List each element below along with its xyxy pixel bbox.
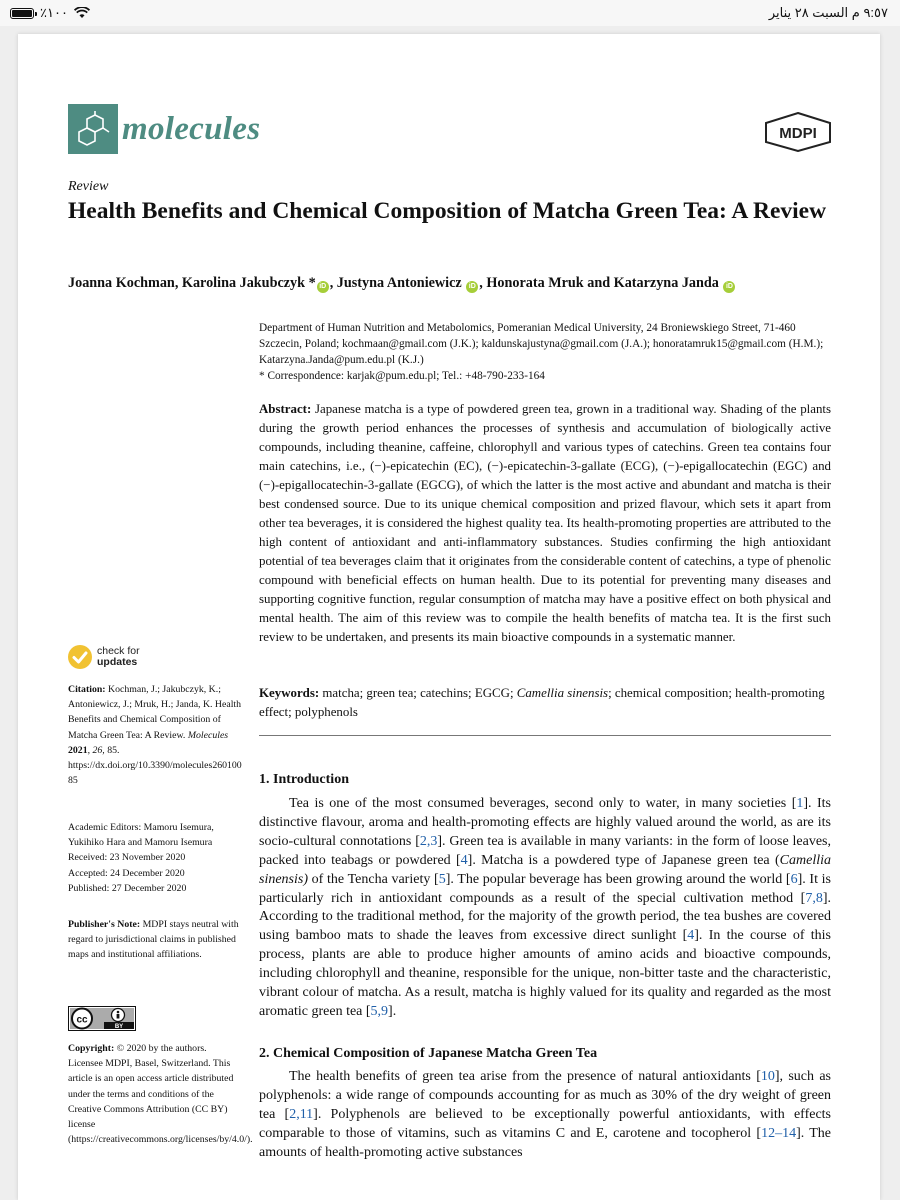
divider xyxy=(259,735,831,736)
citation-pages: 85. xyxy=(107,744,120,756)
mdpi-logo xyxy=(764,112,832,152)
abstract-label: Abstract: xyxy=(259,402,312,416)
intro-text: ]. xyxy=(388,1003,397,1019)
keywords-text-end: ; chemical composition; health-promoting effect; polyphenols xyxy=(259,686,825,719)
orcid-icon[interactable]: iD xyxy=(466,281,478,293)
intro-text: ]. Matcha is a powdered type of Japanese green tea ( xyxy=(467,852,780,868)
affiliation-text: Department of Human Nutrition and Metabolomics, Pomeranian Medical University, 24 Broniewskiego Street, 71-460 Szczecin, Poland; kochmaan@gmail.com (J.K.); kaldunskajustyna@gmail.com (J.A.); honoratamruk15@gmail.com (H.M.); Katarzyna.Janda@pum.edu.pl (K.J.) xyxy=(259,322,824,366)
abstract-text: Japanese matcha is a type of powdered green tea, grown in a traditional way. Shading of the plants during the growth period enhances the processes of synthesis and accumulation of biologically active compounds, including theanine, caffeine, chlorophyll and various types of catechins. Green tea contains four main catechins, i.e., (−)-epicatechin (EC), (−)-epicatechin-3-gallate (ECG), (−)-epigallocatechin (EGC) and (−)-epigallocatechin-3-gallate (EGCG), of which the latter is the most active and abundant and matcha is their best condensed source. Due to its unique chemical composition and prized flavour, which sets it apart from other tea beverages, it is considered the highest quality tea. Its health-promoting properties are attributed to the high content of antioxidant and anti-inflammatory substances. Studies confirming the high antioxidant potential of tea beverages claim that it originates from the considerable content of catechins, a type of phenolic compound with beneficial effects on human health. Due to its potential for preventing many diseases and supporting cognitive function, regular consumption of matcha may have a positive effect on both physical and mental health. The aim of this review was to compile the health benefits of matcha tea. It is the first such review to be undertaken, and presents its main bioactive compounds in a systematic manner. xyxy=(259,402,831,644)
check-for-updates-badge[interactable] xyxy=(68,645,140,669)
battery-percent: ٪١٠٠ xyxy=(40,5,68,20)
reference-link[interactable]: 12–14 xyxy=(761,1125,797,1141)
species-name: Camellia sinensis) xyxy=(259,852,831,887)
citation-label: Citation: xyxy=(68,684,106,695)
reference-link[interactable]: 7,8 xyxy=(805,890,823,906)
orcid-icon[interactable]: iD xyxy=(723,281,735,293)
cc-by-badge[interactable] xyxy=(68,1006,136,1031)
affiliation xyxy=(259,320,839,384)
author-list xyxy=(68,275,736,293)
chemical-composition-paragraph xyxy=(259,1068,831,1163)
checkmark-icon xyxy=(68,645,92,669)
copyright-label: Copyright: xyxy=(68,1043,115,1054)
publisher-note-text: MDPI stays neutral with regard to jurisdictional claims in published maps and institutional affiliations. xyxy=(68,919,239,961)
check-updates-line2: updates xyxy=(97,656,138,668)
intro-text: of the Tencha variety [ xyxy=(308,871,439,887)
chem-text: ]. Polyphenols are believed to be exceptionally powerful antioxidants, with effects comparable to those of vitamins, such as vitamins C and E, carotene and tocopherol [ xyxy=(259,1106,831,1141)
reference-link[interactable]: 5,9 xyxy=(370,1003,389,1019)
journal-name: molecules xyxy=(122,110,261,147)
reference-link[interactable]: 10 xyxy=(760,1069,775,1084)
publisher-note-label: Publisher's Note: xyxy=(68,919,141,930)
citation-volume: , 26, xyxy=(87,744,105,756)
intro-text: ]. It is particularly rich in antioxidant compounds as a result of the special cultivation method [ xyxy=(259,871,832,906)
intro-text: ]. The popular beverage has been growing around the world [ xyxy=(445,871,791,887)
author-names-4: , Honorata Mruk and Katarzyna Janda xyxy=(479,275,719,291)
abstract xyxy=(259,400,831,647)
reference-link[interactable]: 6 xyxy=(790,871,798,887)
keywords-species: Camellia sinensis xyxy=(516,686,609,700)
chem-text: ], such as polyphenols: a wide range of compounds accounting for as much as 30% of the dry weight of green tea [ xyxy=(259,1069,831,1122)
wifi-icon xyxy=(74,7,90,19)
intro-text: ]. Its distinctive flavour, aroma and health-promoting effects are highly valued around the world, as are its socio-cultural connotations [ xyxy=(259,796,831,849)
check-updates-line1: check for xyxy=(97,645,140,657)
accepted-date: Accepted: 24 December 2020 xyxy=(68,867,185,879)
reference-link[interactable]: 5 xyxy=(438,871,446,887)
copyright-notice xyxy=(68,1041,253,1147)
editorial-info xyxy=(68,820,243,896)
citation-journal: Molecules xyxy=(187,729,229,741)
keywords-text: matcha; green tea; catechins; EGCG; xyxy=(322,686,514,700)
status-left xyxy=(10,5,90,21)
publisher-note xyxy=(68,917,243,963)
reference-link[interactable]: 4 xyxy=(687,928,695,944)
published-date: Published: 27 December 2020 xyxy=(68,882,187,894)
copyright-text: © 2020 by the authors. Licensee MDPI, Basel, Switzerland. This article is an open access article distributed under the terms and conditions of the Creative Commons Attribution (CC BY) license (https://creativecommons.org/licenses/by/4.0/). xyxy=(68,1043,253,1146)
citation-text: Kochman, J.; Jakubczyk, K.; Antoniewicz, J.; Mruk, H.; Janda, K. Health Benefits and Chemical Composition of Matcha Green Tea: A Review. xyxy=(68,684,242,741)
journal-logo xyxy=(68,104,260,154)
introduction-paragraph xyxy=(259,795,831,1022)
chem-text: The health benefits of green tea arise from the presence of natural antioxidants [ xyxy=(289,1069,761,1084)
battery-icon xyxy=(10,8,34,19)
reference-link[interactable]: 4 xyxy=(460,852,468,868)
received-date: Received: 23 November 2020 xyxy=(68,852,186,864)
author-names-3: , Justyna Antoniewicz xyxy=(329,275,462,291)
keywords xyxy=(259,684,831,722)
status-time-date: ٩:٥٧ م السبت ٢٨ يناير xyxy=(768,5,888,20)
intro-text: ]. In the course of this process, plants are able to produce higher amounts of amino acids and bioactive compounds, including chlorophyll and theanine, responsible for the unique, non-bitter taste and the characteristic, vibrant colour of matcha. As a result, matcha is highly valued for its quality and regarded as the most aromatic green tea [ xyxy=(259,928,831,1019)
correspondence: * Correspondence: karjak@pum.edu.pl; Tel.: +48-790-233-164 xyxy=(259,370,545,382)
chem-text: ]. The amounts of health-promoting active substances xyxy=(259,1125,831,1160)
reference-link[interactable]: 1 xyxy=(796,796,804,811)
citation-year: 2021 xyxy=(68,744,88,756)
intro-text: ]. According to the traditional method, for the majority of the growth period, the tea bushes are covered using bamboo mats to shade the leaves from excessive direct sunlight [ xyxy=(259,890,831,944)
citation-doi[interactable]: https://dx.doi.org/10.3390/molecules26010085 xyxy=(68,760,242,787)
section-heading-introduction: 1. Introduction xyxy=(259,772,349,787)
molecule-icon xyxy=(68,104,118,154)
citation-block xyxy=(68,682,243,788)
author-names-1: Joanna Kochman, xyxy=(68,275,179,291)
keywords-label: Keywords: xyxy=(259,686,320,700)
article-title: Health Benefits and Chemical Composition of Matcha Green Tea: A Review xyxy=(68,198,827,224)
author-names-2: Karolina Jakubczyk * xyxy=(181,275,316,291)
status-bar xyxy=(0,0,900,26)
reference-link[interactable]: 2,3 xyxy=(419,833,438,849)
document-page xyxy=(18,34,880,1200)
reference-link[interactable]: 2,11 xyxy=(289,1106,314,1122)
academic-editors: Academic Editors: Mamoru Isemura, Yukihiko Hara and Mamoru Isemura xyxy=(68,822,214,849)
cc-by-label: BY xyxy=(114,1024,124,1030)
intro-text: ]. Green tea is available in many variants: in the form of loose leaves, packed into teabags or powdered [ xyxy=(259,833,831,868)
article-type: Review xyxy=(68,179,109,194)
section-heading-chemical-composition: 2. Chemical Composition of Japanese Matcha Green Tea xyxy=(259,1046,598,1061)
orcid-icon[interactable]: iD xyxy=(317,281,329,293)
intro-text: Tea is one of the most consumed beverages, second only to water, in many societies [ xyxy=(289,796,797,811)
publisher-name: MDPI xyxy=(779,125,817,142)
svg-text:cc: cc xyxy=(76,1014,88,1026)
